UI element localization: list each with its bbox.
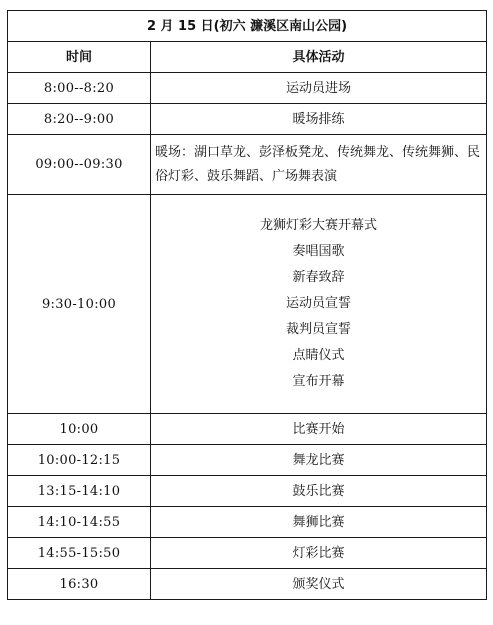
time-cell: 13:15-14:10 (8, 476, 151, 507)
ceremony-item: 宣布开幕 (292, 374, 345, 389)
time-cell: 14:10-14:55 (8, 507, 151, 538)
header-row (8, 42, 487, 73)
table-row (8, 135, 487, 195)
activity-cell: 暖场：湖口草龙、彭泽板凳龙、传统舞龙、传统舞狮、民俗灯彩、鼓乐舞蹈、广场舞表演 (151, 135, 487, 195)
activity-cell: 比赛开始 (151, 414, 487, 445)
activity-cell: 灯彩比赛 (151, 538, 487, 569)
table-row (8, 569, 487, 600)
time-cell: 8:00--8:20 (8, 73, 151, 104)
table-row (8, 445, 487, 476)
time-cell: 9:30-10:00 (8, 195, 151, 414)
activity-column-header: 具体活动 (151, 42, 487, 73)
time-cell: 14:55-15:50 (8, 538, 151, 569)
time-cell: 16:30 (8, 569, 151, 600)
ceremony-item: 龙狮灯彩大赛开幕式 (259, 218, 377, 233)
table-row (8, 104, 487, 135)
table-row (8, 414, 487, 445)
table-row (8, 73, 487, 104)
activity-cell: 颁奖仪式 (151, 569, 487, 600)
activity-cell: 运动员进场 (151, 73, 487, 104)
time-cell: 09:00--09:30 (8, 135, 151, 195)
table-row (8, 195, 487, 414)
activity-cell: 舞狮比赛 (151, 507, 487, 538)
title-row (8, 11, 487, 42)
ceremony-item: 运动员宣誓 (285, 296, 351, 311)
time-cell: 8:20--9:00 (8, 104, 151, 135)
activity-cell: 暖场排练 (151, 104, 487, 135)
time-cell: 10:00 (8, 414, 151, 445)
activity-cell (151, 195, 487, 414)
time-column-header: 时间 (8, 42, 151, 73)
table-title: 2 月 15 日(初六 濂溪区南山公园) (8, 11, 487, 42)
schedule-table (7, 10, 487, 600)
table-row (8, 507, 487, 538)
activity-cell: 舞龙比赛 (151, 445, 487, 476)
ceremony-item: 新春致辞 (292, 270, 345, 285)
ceremony-item: 点睛仪式 (292, 348, 345, 363)
ceremony-item: 裁判员宣誓 (285, 322, 351, 337)
ceremony-item: 奏唱国歌 (292, 244, 345, 259)
table-row (8, 538, 487, 569)
activity-cell: 鼓乐比赛 (151, 476, 487, 507)
time-cell: 10:00-12:15 (8, 445, 151, 476)
table-row (8, 476, 487, 507)
